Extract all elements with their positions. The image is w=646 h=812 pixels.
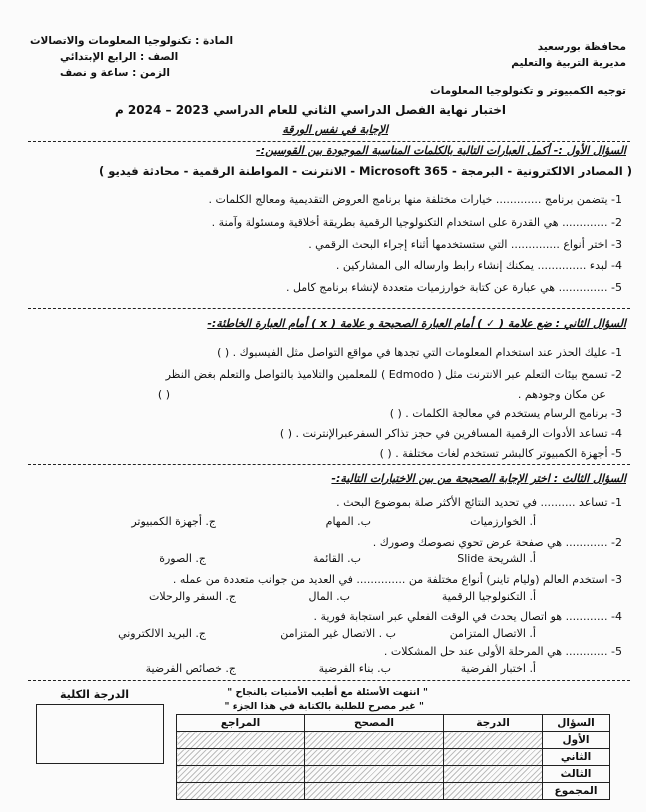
section-divider <box>28 141 630 142</box>
table-row <box>177 715 610 732</box>
q3-option-b: ب. المهام <box>325 515 371 528</box>
q3-question: 5- ............ هي المرحلة الأولى عند حل المشكلات . <box>383 645 622 658</box>
grade-cell <box>444 783 543 800</box>
exam-title: اختبار نهاية الفصل الدراسي الثاني للعام الدراسي 2023 – 2024 م <box>114 103 506 117</box>
q2-item: 3- برنامج الرسام يستخدم في معالجة الكلمات . ( ) <box>389 407 622 420</box>
q3-option-c: ج. البريد الالكتروني <box>118 627 206 640</box>
q3-option-b: ب . الاتصال غير المتزامن <box>280 627 396 640</box>
q1-item: 5- .............. هي عبارة عن كتابة خوارزميات متعددة لإنشاء برنامج كامل . <box>285 281 622 294</box>
q3-question: 3- استخدم العالم (وليام تاينر) أنواع مختلفة من .............. في العديد من جوانب متعددة من عمله . <box>172 573 622 586</box>
grade-cell <box>305 732 444 749</box>
section-divider <box>28 308 630 309</box>
governorate: محافظة بورسعيد <box>537 41 626 53</box>
grade-cell <box>305 766 444 783</box>
q3-option-c: ج. أجهزة الكمبيوتر <box>131 515 216 528</box>
grade-cell <box>177 766 305 783</box>
q1-title: السؤال الأول :- أكمل العبارات التالية بالكلمات المناسبة الموجودة بين القوسين:- <box>256 144 626 157</box>
q2-item-continued: عن مكان وجودهم . <box>517 388 606 401</box>
table-row <box>177 749 610 766</box>
q3-question: 1- تساعد .......... في تحديد النتائج الأكثر صلة بموضوع البحث . <box>336 496 622 509</box>
grade-cell <box>177 749 305 766</box>
q3-title: السؤال الثالث : اختر الإجابة الصحيحة من بين الاختيارات التالية:- <box>331 472 626 485</box>
q1-item: 2- ............. هي القدرة على استخدام التكنولوجيا الرقمية بطريقة أخلاقية ومسئولة وآمنة . <box>211 216 622 229</box>
grade-cell <box>305 783 444 800</box>
q3-question: 2- ............ هي صفحة عرض تحوي نصوصك وصورك . <box>372 536 622 549</box>
q2-answer-bracket: ( ) <box>157 388 170 401</box>
q1-item: 3- اختر أنواع .............. التي ستستخدمها أثناء إجراء البحث الرقمي . <box>308 238 622 251</box>
q2-item: 2- تسمح بيئات التعلم عبر الانترنت مثل ( Edmodo ) للمعلمين والتلاميذ بالتواصل والتعلم بغض النظر <box>165 368 622 381</box>
row-label: المجموع <box>543 783 610 800</box>
q1-item: 1- يتضمن برنامج ............. خيارات مختلفة منها برنامج العروض التقديمية ومعالج الكلمات . <box>208 193 622 206</box>
grade-line: الصف : الرابع الإبتدائي <box>60 51 179 63</box>
grade-cell <box>444 766 543 783</box>
section-divider <box>28 464 630 465</box>
row-label: الثالث <box>543 766 610 783</box>
q2-item: 4- تساعد الأدوات الرقمية المسافرين في حجز تذاكر السفرعبرالإنترنت . ( ) <box>279 427 622 440</box>
q1-word-bank: ( المصادر الالكترونية - البرمجة - Microsoft 365 - الانترنت - المواطنة الرقمية - محادثة فيديو ) <box>98 164 632 178</box>
table-header: المراجع <box>177 715 305 732</box>
grade-cell <box>444 732 543 749</box>
row-label: الثاني <box>543 749 610 766</box>
directorate: مديرية التربية والتعليم <box>511 57 626 69</box>
grade-cell <box>305 749 444 766</box>
q3-option-a: أ. اختبار الفرضية <box>460 662 536 675</box>
subject-line: المادة : تكنولوجيا المعلومات والاتصالات <box>30 35 234 47</box>
restriction-note: " غير مصرح للطلبة بالكتابة في هذا الجزء " <box>224 701 424 712</box>
section-divider <box>28 680 630 681</box>
q2-title: السؤال الثاني : ضع علامة ( ✓ ) أمام العبارة الصحيحة و علامة ( x ) أمام العبارة الخاطئة:- <box>207 317 626 330</box>
q3-option-b: ب. المال <box>308 590 350 603</box>
row-label: الأول <box>543 732 610 749</box>
q3-option-b: ب. بناء الفرضية <box>318 662 391 675</box>
q2-item: 1- عليك الحذر عند استخدام المعلومات التي تجدها في مواقع التواصل مثل الفيسبوك . ( ) <box>217 346 622 359</box>
q3-option-a: أ. الخوارزميات <box>470 515 536 528</box>
table-row <box>177 732 610 749</box>
q3-question: 4- ............ هو اتصال يحدث في الوقت الفعلي عبر استجابة فورية . <box>313 610 622 623</box>
q3-option-b: ب. القائمة <box>313 552 361 565</box>
total-grade-box <box>36 704 164 764</box>
q3-option-a: أ. التكنولوجيا الرقمية <box>441 590 536 603</box>
table-row <box>177 766 610 783</box>
q3-option-a: أ. الاتصال المتزامن <box>449 627 536 640</box>
answer-note: الإجابة في نفس الورقة <box>282 123 388 136</box>
end-note: " انتهت الأسئلة مع أطيب الأمنيات بالنجاح " <box>227 687 428 698</box>
table-header: الدرجة <box>444 715 543 732</box>
q2-item: 5- أجهزة الكمبيوتر كالبشر تستخدم لغات مختلفة . ( ) <box>379 447 622 460</box>
supervision: توجيه الكمبيوتر و تكنولوجيا المعلومات <box>430 85 626 97</box>
grade-cell <box>177 732 305 749</box>
q3-option-c: ج. الصورة <box>159 552 206 565</box>
table-header: المصحح <box>305 715 444 732</box>
grade-cell <box>177 783 305 800</box>
q3-option-c: ج. خصائص الفرضية <box>145 662 236 675</box>
total-grade-label: الدرجة الكلية <box>60 688 129 701</box>
q3-option-c: ج. السفر والرحلات <box>149 590 236 603</box>
table-row <box>177 783 610 800</box>
time-line: الزمن : ساعة و نصف <box>60 67 170 79</box>
table-header: السؤال <box>543 715 610 732</box>
q1-item: 4- لبدء .............. يمكنك إنشاء رابط وارساله الى المشاركين . <box>335 259 622 272</box>
grading-table <box>176 714 610 800</box>
grade-cell <box>444 749 543 766</box>
q3-option-a: أ. الشريحة Slide <box>457 552 536 565</box>
